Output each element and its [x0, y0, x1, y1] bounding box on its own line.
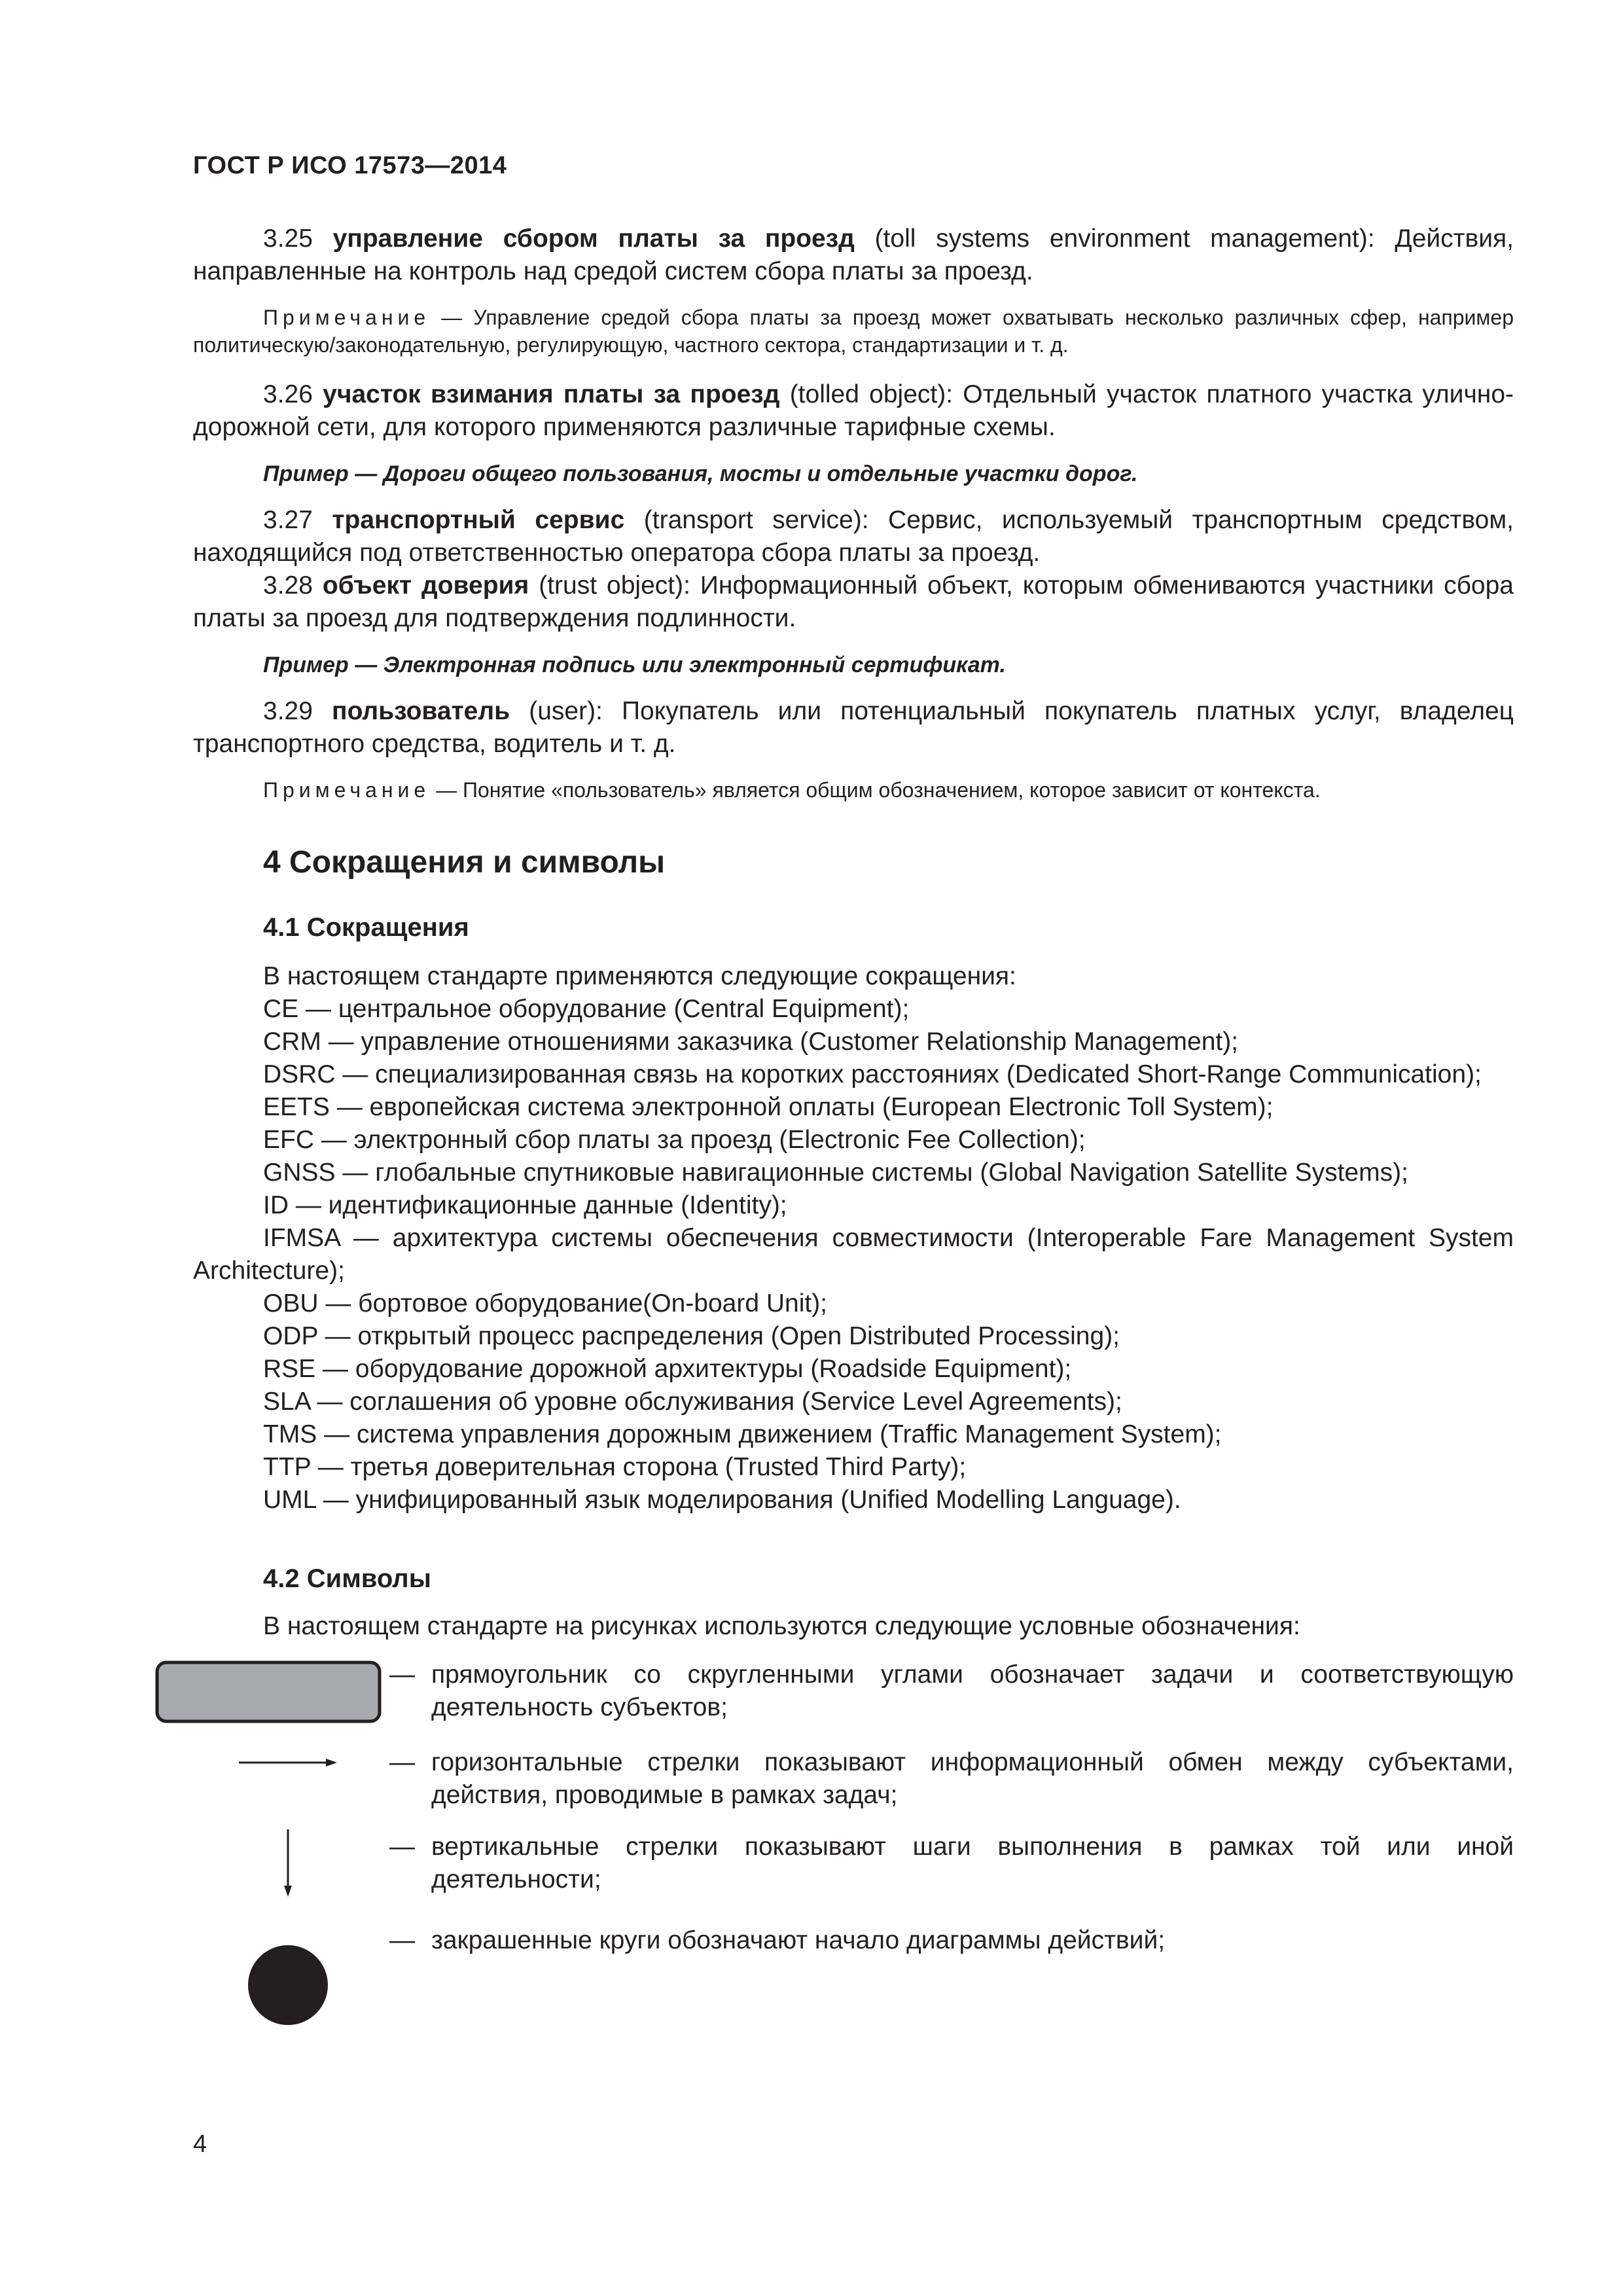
symbols-intro: В настоящем стандарте на рисунках используются следующие условные обозначения:: [263, 1612, 1300, 1640]
abbreviation-item: UML — унифицированный язык моделирования (Unified Modelling Language).: [263, 1486, 1181, 1514]
symbol-description: вертикальные стрелки показывают шаги выполнения в рамках той или иной деятельности;: [431, 1833, 1514, 1893]
note-1: [193, 304, 1514, 359]
definition-text: (user): Покупатель или потенциальный покупатель платных услуг, владелец транспортного средства, водитель и т. д.: [193, 697, 1514, 758]
definition-term: транспортный сервис: [332, 506, 625, 534]
definition-term: участок взимания платы за проезд: [323, 380, 780, 408]
abbreviation-item: OBU — бортовое оборудование(On-board Unit);: [263, 1289, 828, 1318]
symbol-row-vertical-arrow: [389, 1831, 1514, 1896]
example-1: Пример — Дороги общего пользования, мосты и отдельные участки дорог.: [263, 461, 1138, 486]
definition-text: (toll systems environment management): Действия, направленные на контроль над средой систем сбора платы за проезд.: [193, 224, 1514, 285]
abbreviation-list: [193, 960, 1514, 1516]
symbol-dash: —: [389, 1748, 415, 1776]
note-text: — Управление средой сбора платы за проезд может охватывать несколько различных сфер, например политическую/законодательную, регулирующую, частного сектора, стандартизации и т. д.: [193, 306, 1514, 357]
abbreviation-intro: В настоящем стандарте применяются следующие сокращения:: [263, 962, 1016, 990]
abbreviation-item: IFMSA — архитектура системы обеспечения совместимости (Interoperable Fare Management System Architecture);: [193, 1224, 1514, 1285]
symbol-description: прямоугольник со скругленными углами обозначает задачи и соответствующую деятельность субъектов;: [431, 1660, 1514, 1721]
symbol-row-horizontal-arrow: [389, 1746, 1514, 1812]
symbol-row-rectangle: [389, 1659, 1514, 1724]
section-4-2-title: 4.2 Символы: [263, 1564, 431, 1593]
abbreviation-item: SLA — соглашения об уровне обслуживания (Service Level Agreements);: [263, 1388, 1122, 1416]
definition-number: 3.26: [263, 380, 313, 408]
page-number: 4: [193, 2130, 207, 2158]
definition-number: 3.28: [263, 571, 313, 600]
symbol-dash: —: [389, 1660, 415, 1689]
horizontal-arrow-icon: [239, 1759, 337, 1767]
definition-term: объект доверия: [322, 571, 529, 600]
symbol-description: горизонтальные стрелки показывают информационный обмен между субъектами, действия, проводимые в рамках задач;: [431, 1748, 1514, 1809]
vertical-arrow-icon: [284, 1829, 292, 1897]
definition-term: управление сбором платы за проезд: [332, 224, 855, 253]
section-4-title: 4 Сокращения и символы: [263, 845, 666, 880]
abbreviation-item: TTP — третья доверительная сторона (Trusted Third Party);: [263, 1453, 967, 1481]
rounded-rectangle-icon: [157, 1662, 380, 1721]
symbol-dash: —: [389, 1926, 415, 1954]
abbreviation-item: EETS — европейская система электронной оплаты (European Electronic Toll System);: [263, 1093, 1274, 1121]
abbreviation-item: EFC — электронный сбор платы за проезд (Electronic Fee Collection);: [263, 1126, 1086, 1154]
definition-3-28: [193, 569, 1514, 635]
definition-text: (trust object): Информационный объект, которым обмениваются участники сбора платы за проезд для подтверждения подлинности.: [193, 571, 1514, 632]
definition-number: 3.29: [263, 697, 313, 725]
definition-text: (tolled object): Отдельный участок платного участка улично-дорожной сети, для которого применяются различные тарифные схемы.: [193, 380, 1514, 441]
definition-number: 3.25: [263, 224, 313, 253]
definition-3-25: [193, 223, 1514, 288]
symbol-row-filled-circle: [389, 1924, 1514, 1957]
definition-3-27: [193, 504, 1514, 569]
definition-3-29: [193, 695, 1514, 761]
section-4-1-title: 4.1 Сокращения: [263, 913, 469, 942]
filled-circle-icon: [248, 1945, 328, 2025]
abbreviation-item: DSRC — специализированная связь на коротких расстояниях (Dedicated Short-Range Communication);: [263, 1060, 1482, 1088]
symbol-description: закрашенные круги обозначают начало диаграммы действий;: [431, 1926, 1166, 1954]
symbol-dash: —: [389, 1833, 415, 1861]
symbol-icons: [151, 1656, 386, 2036]
definition-number: 3.27: [263, 506, 313, 534]
abbreviation-item: CE — центральное оборудование (Central Equipment);: [263, 995, 910, 1023]
abbreviation-item: ID — идентификационные данные (Identity);: [263, 1191, 787, 1219]
note-label: Примечание: [263, 306, 431, 329]
abbreviation-item: RSE — оборудование дорожной архитектуры (Roadside Equipment);: [263, 1355, 1072, 1383]
definition-term: пользователь: [332, 697, 510, 725]
abbreviation-item: GNSS — глобальные спутниковые навигационные системы (Global Navigation Satellite Systems);: [263, 1158, 1408, 1187]
example-2: Пример — Электронная подпись или электронный сертификат.: [263, 653, 1006, 677]
note-text: — Понятие «пользователь» является общим обозначением, которое зависит от контекста.: [430, 778, 1321, 802]
abbreviation-item: TMS — система управления дорожным движением (Traffic Management System);: [263, 1420, 1222, 1448]
definition-text: (transport service): Сервис, используемый транспортным средством, находящийся под ответственностью оператора сбора платы за проезд.: [193, 506, 1514, 567]
definition-3-26: [193, 378, 1514, 444]
note-label: Примечание: [263, 778, 431, 802]
note-2: [193, 776, 1514, 804]
document-header: ГОСТ Р ИСО 17573—2014: [193, 152, 507, 179]
abbreviation-item: ODP — открытый процесс распределения (Open Distributed Processing);: [263, 1322, 1120, 1350]
abbreviation-item: CRM — управление отношениями заказчика (Customer Relationship Management);: [263, 1028, 1239, 1056]
